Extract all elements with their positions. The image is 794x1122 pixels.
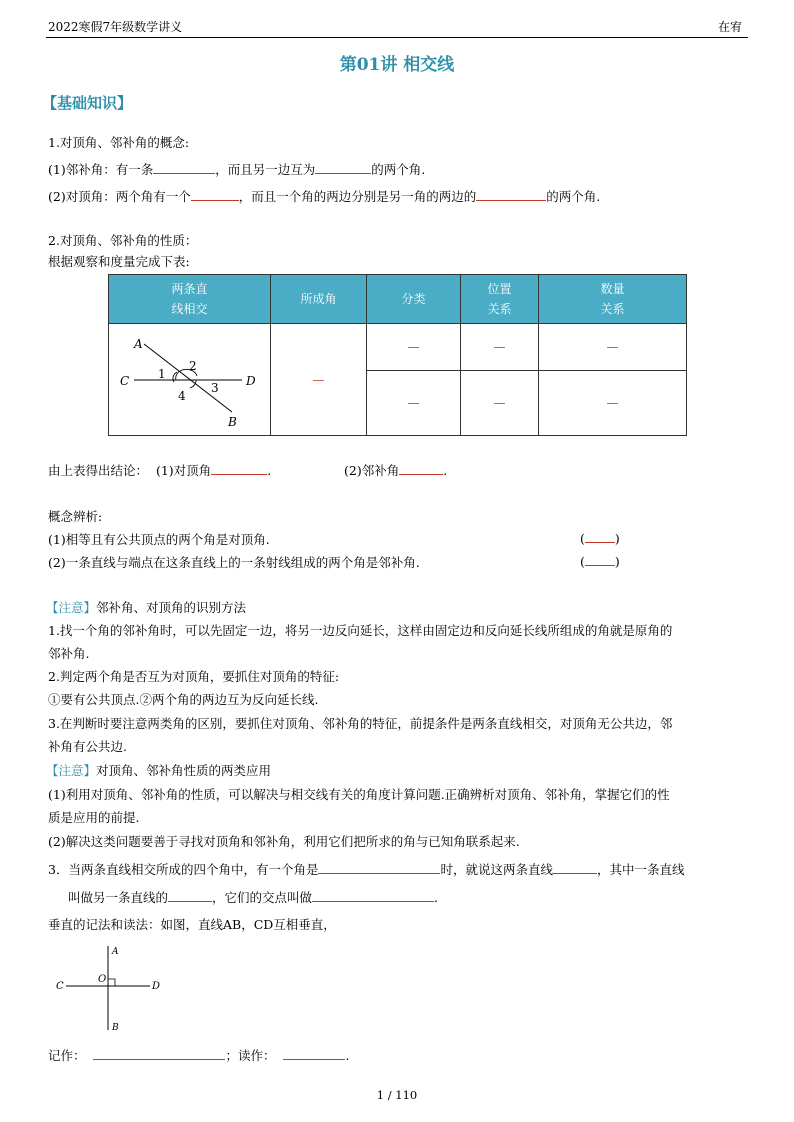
fill-blank[interactable] (312, 889, 434, 902)
section-heading: 【基础知识】 (42, 94, 133, 112)
analysis-item-1: (1)相等且有公共顶点的两个角是对顶角. (48, 532, 270, 547)
cell-quantity-2[interactable]: — (539, 371, 687, 436)
note2-line1b: 质是应用的前提. (48, 810, 140, 825)
note1-line3: ①要有公共顶点.②两个角的两边互为反向延长线. (48, 692, 319, 707)
label-A: A (133, 336, 143, 351)
note2-line1: (1)利用对顶角、邻补角的性质，可以解决与相交线有关的角度计算问题.正确辨析对顶角、邻补角，掌握它们的性 (48, 787, 670, 802)
note1-line4: 3.在判断时要注意两类角的区别，要抓住对顶角、邻补角的特征，前提条件是两条直线相交，对顶角无公共边，邻 (48, 716, 673, 731)
cell-class-1[interactable]: — (367, 324, 461, 371)
note1-line2: 2.判定两个角是否互为对顶角，要抓住对顶角的特征: (48, 669, 340, 684)
analysis-heading: 概念辨析: (48, 509, 103, 524)
label-B: B (227, 414, 237, 429)
header-right: 在宥 (717, 20, 742, 34)
cell-class-2[interactable]: — (367, 371, 461, 436)
label-2: 2 (188, 358, 197, 373)
label-C: C (119, 373, 129, 388)
note2-heading: 【注意】对顶角、邻补角性质的两类应用 (46, 763, 272, 778)
cell-position-2[interactable]: — (461, 371, 539, 436)
note1-line1b: 邻补角. (48, 646, 90, 661)
fill-blank[interactable] (315, 161, 371, 174)
part3-line1: 3．当两条直线相交所成的四个角中，有一个角是 时，就说这两条直线 ，其中一条直线 (48, 862, 685, 877)
part3-line2: 叫做另一条直线的 ，它们的交点叫做 . (68, 890, 439, 905)
note1-line4b: 补角有公共边. (48, 739, 127, 754)
note1-line1: 1.找一个角的邻补角时，可以先固定一边，将另一边反向延长，这样由固定边和反向延长线所组成的角就是原角的 (48, 623, 673, 638)
th-quantity: 数量 关系 (539, 275, 687, 324)
analysis-item-2: (2)一条直线与端点在这条直线上的一条射线组成的两个角是邻补角. (48, 555, 420, 570)
note2-line2: (2)解决这类问题要善于寻找对顶角和邻补角，利用它们把所求的角与已知角联系起来. (48, 834, 520, 849)
fill-blank[interactable] (399, 462, 443, 475)
figure-cell (109, 324, 271, 436)
th-angles: 所成角 (271, 275, 367, 324)
label-4: 4 (177, 388, 186, 403)
th-position: 位置 关系 (461, 275, 539, 324)
fill-blank[interactable] (168, 889, 212, 902)
page-number: 1 / 110 (376, 1088, 418, 1102)
answer-blank[interactable] (585, 553, 615, 566)
label-D: D (245, 373, 256, 388)
conclusion-left: 由上表得出结论： (1)对顶角 . (48, 463, 272, 478)
fill-blank[interactable] (93, 1047, 225, 1060)
cell-position-1[interactable]: — (461, 324, 539, 371)
fill-blank[interactable] (191, 188, 239, 201)
fill-blank[interactable] (553, 861, 597, 874)
label-D: D (152, 981, 161, 992)
label-1: 1 (157, 366, 166, 381)
conclusion-right: (2)邻补角 . (344, 463, 448, 478)
part2-heading: 2.对顶角、邻补角的性质： (48, 233, 198, 248)
part1-heading: 1.对顶角、邻补角的概念: (48, 135, 190, 150)
label-B: B (112, 1023, 119, 1033)
part3-line3: 垂直的记法和读法：如图，直线AB，CD互相垂直， (48, 917, 336, 932)
part3-write: 记作： ；读作： . (48, 1048, 350, 1063)
fill-blank[interactable] (476, 188, 546, 201)
header-left: 2022寒假7年级数学讲义 (48, 20, 183, 34)
perpendicular-figure (52, 942, 172, 1034)
cell-angles[interactable]: — (271, 324, 367, 436)
analysis-answer-2: ( ) (580, 554, 620, 569)
answer-blank[interactable] (585, 530, 615, 543)
fill-blank[interactable] (283, 1047, 345, 1060)
fill-blank[interactable] (318, 861, 440, 874)
fill-blank[interactable] (211, 462, 267, 475)
header-rule (46, 37, 748, 38)
angle-table (108, 274, 687, 436)
th-class: 分类 (367, 275, 461, 324)
part2-sub: 根据观察和度量完成下表: (48, 254, 190, 269)
label-A: A (112, 947, 119, 957)
fill-blank[interactable] (153, 161, 215, 174)
analysis-answer-1: ( ) (580, 531, 620, 546)
label-3: 3 (210, 380, 219, 395)
intersecting-lines-figure (110, 326, 270, 434)
label-O: O (98, 974, 107, 985)
page-title: 第01讲 相交线 (339, 55, 455, 75)
part1-line2: (2)对顶角：两个角有一个 ，而且一个角的两边分别是另一角的两边的 的两个角. (48, 189, 601, 204)
part1-line1: (1)邻补角：有一条 ，而且另一边互为 的两个角. (48, 162, 426, 177)
note1-heading: 【注意】邻补角、对顶角的识别方法 (46, 600, 247, 615)
cell-quantity-1[interactable]: — (539, 324, 687, 371)
label-C: C (56, 981, 64, 992)
th-lines: 两条直 线相交 (109, 275, 271, 324)
